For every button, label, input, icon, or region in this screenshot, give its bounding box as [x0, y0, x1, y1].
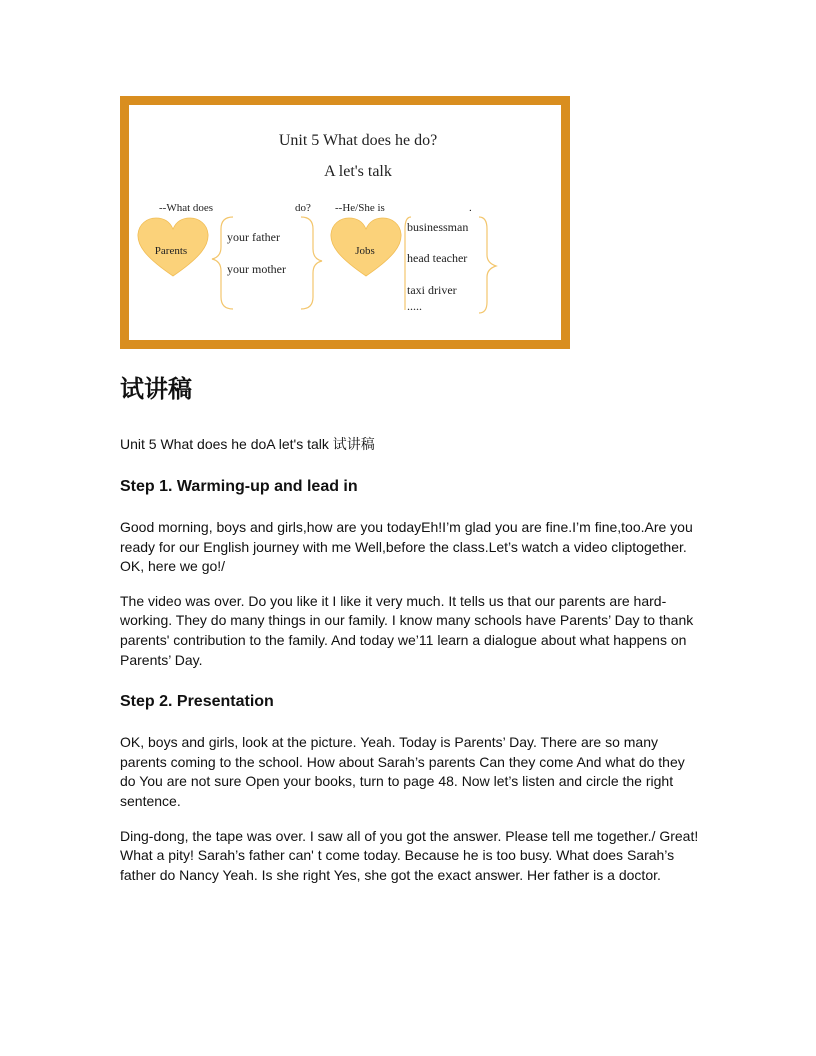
document-subtitle: Unit 5 What does he doA let's talk 试讲稿 — [120, 436, 375, 452]
parents-closing-brace — [301, 217, 322, 309]
step2-paragraph-1: OK, boys and girls, look at the picture. Yeah. Today is Parents’ Day. There are so many parents coming to the school. How about Sarah’s parents Can they come And what do they do You are not sure Open your books, turn to page 48. Now let’s listen and circle the right sentence. — [120, 734, 685, 809]
lesson-slide-diagram — [129, 105, 561, 340]
lecture-script — [120, 372, 700, 900]
job-item-more: ..... — [407, 299, 422, 313]
parents-item-father: your father — [227, 230, 280, 244]
parents-item-mother: your mother — [227, 262, 286, 276]
job-item-taxi-driver: taxi driver — [407, 283, 457, 297]
step1-heading: Step 1. Warming-up and lead in — [120, 478, 358, 495]
step1-paragraph-2: The video was over. Do you like it I like it very much. It tells us that our parents are hard-working. They do many things in our family. I know many schools have Parents’ Day to thank parents' contribution to the family. And today we’11 learn a dialogue about what happens on Parents’ Day. — [120, 592, 694, 668]
slide-title: Unit 5 What does he do? — [278, 132, 438, 149]
lesson-slide-image — [120, 96, 570, 349]
slide-subtitle: A let's talk — [324, 163, 392, 180]
jobs-heart-label: Jobs — [355, 245, 375, 257]
job-item-businessman: businessman — [407, 220, 469, 234]
answer-right: --He/She is — [335, 202, 385, 214]
question-do: do? — [295, 202, 311, 214]
document-title: 试讲稿 — [120, 375, 192, 403]
job-item-head-teacher: head teacher — [407, 251, 468, 265]
jobs-closing-brace — [479, 217, 496, 313]
step1-paragraph-1: Good morning, boys and girls,how are you todayEh!I’m glad you are fine.I’m fine,too.Are you ready for our English journey with me Well,before the class.Let’s watch a video cliptogether. OK, here we go!/ — [120, 519, 693, 575]
step2-heading: Step 2. Presentation — [120, 693, 274, 711]
step2-paragraph-2: Ding-dong, the tape was over. I saw all of you got the answer. Please tell me together./ Great! What a pity! Sarah’s father can' t come today. Because he is too busy. What does Sarah’s father do Nancy Yeah. Is she right Yes, she got the exact answer. Her father is a doctor. — [120, 827, 699, 883]
answer-dot: . — [469, 202, 472, 214]
question-left: --What does — [159, 202, 214, 214]
parents-heart-label: Parents — [154, 245, 188, 257]
